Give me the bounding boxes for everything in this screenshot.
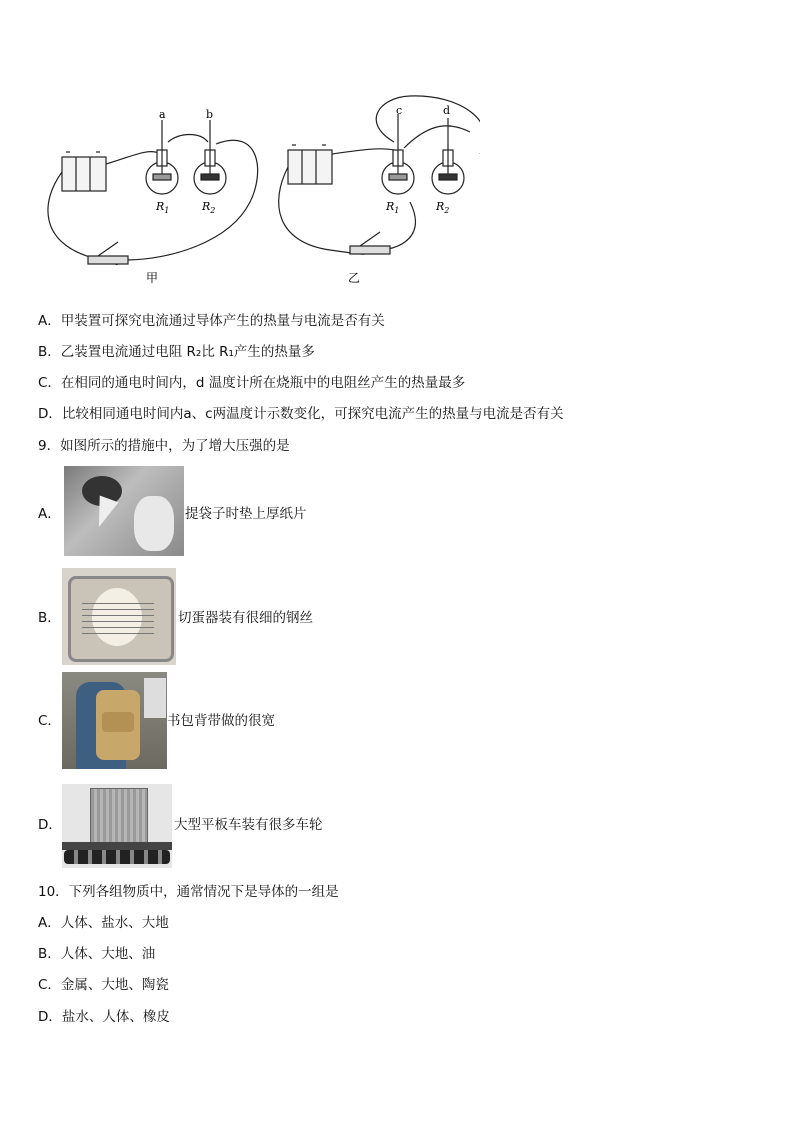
q8-option-a: A．甲装置可探究电流通过导体产生的热量与电流是否有关	[38, 313, 385, 329]
q9-option-b-caption: 切蛋器装有很细的钢丝	[178, 610, 313, 626]
q8-option-b: B．乙装置电流通过电阻 R₂比 R₁产生的热量多	[38, 344, 315, 360]
q9-option-d-letter: D．	[38, 817, 62, 833]
label-jia-r2: $R_2$	[202, 200, 216, 215]
q9-option-c-caption: 书包背带做的很宽	[167, 713, 275, 729]
photo-flatbed-truck	[62, 784, 172, 868]
q8-option-c: C．在相同的通电时间内，d 温度计所在烧瓶中的电阻丝产生的热量最多	[38, 375, 466, 391]
q8-option-d: D．比较相同通电时间内a、c两温度计示数变化，可探究电流产生的热量与电流是否有关	[38, 406, 564, 422]
photo-egg-slicer	[62, 568, 176, 665]
label-yi-r1: $R_1$	[386, 200, 400, 215]
label-jia-r1: $R_1$	[156, 200, 170, 215]
q10-stem: 10．下列各组物质中，通常情况下是导体的一组是	[38, 884, 339, 900]
circuit-yi	[279, 96, 480, 254]
photo-bag-handle	[64, 466, 184, 556]
q10-option-a: A．人体、盐水、大地	[38, 915, 169, 931]
q10-option-d: D．盐水、人体、橡皮	[38, 1009, 170, 1025]
caption-yi: 乙	[348, 271, 361, 285]
photo-backpack	[62, 672, 167, 769]
circuit-jia	[48, 120, 258, 265]
label-b: b	[206, 108, 214, 121]
label-a: a	[159, 108, 166, 121]
q9-option-d-caption: 大型平板车装有很多车轮	[174, 817, 323, 833]
label-yi-r2: $R_2$	[436, 200, 450, 215]
caption-jia: 甲	[146, 271, 159, 285]
circuit-diagrams	[40, 92, 480, 292]
q9-option-c-letter: C．	[38, 713, 61, 729]
q9-option-a-letter: A．	[38, 506, 61, 522]
q9-option-b-letter: B．	[38, 610, 61, 626]
label-c: c	[396, 104, 403, 117]
q9-option-a-caption: 提袋子时垫上厚纸片	[185, 506, 307, 522]
q10-option-b: B．人体、大地、油	[38, 946, 156, 962]
q10-option-c: C．金属、大地、陶瓷	[38, 977, 169, 993]
label-d: d	[443, 104, 451, 117]
q9-stem: 9．如图所示的措施中，为了增大压强的是	[38, 438, 290, 454]
